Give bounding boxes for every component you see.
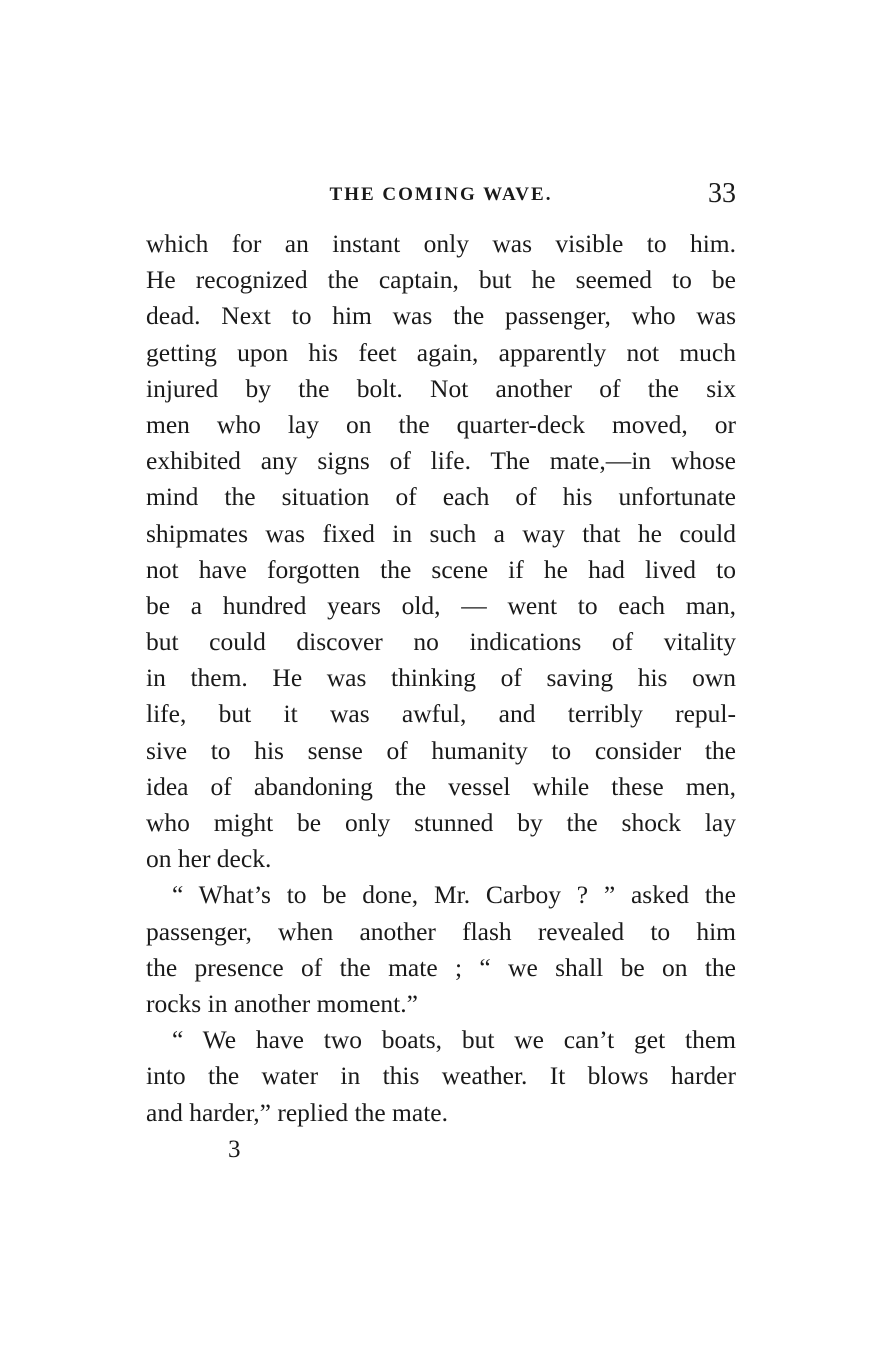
text-line: passenger, when another flash revealed to him: [146, 916, 736, 946]
text-line: into the water in this weather. It blows harder: [146, 1061, 736, 1091]
text-line: shipmates was fixed in such a way that he could: [146, 518, 736, 548]
text-line: injured by the bolt. Not another of the six: [146, 373, 736, 403]
text-line: life, but it was awful, and terribly repul-: [146, 699, 736, 729]
text-line: rocks in another moment.”: [146, 988, 418, 1018]
text-line: and harder,” replied the mate.: [146, 1097, 448, 1127]
text-line: on her deck.: [146, 844, 272, 874]
text-line: “ We have two boats, but we can’t get them: [172, 1025, 736, 1055]
text-line: which for an instant only was visible to him.: [146, 229, 736, 258]
running-title: THE COMING WAVE.: [329, 184, 553, 205]
text-line: but could discover no indications of vitality: [146, 627, 736, 657]
body-text: [146, 226, 736, 1131]
text-line: not have forgotten the scene if he had lived to: [146, 554, 736, 584]
text-line: “ What’s to be done, Mr. Carboy ? ” asked the: [172, 880, 736, 910]
text-line: exhibited any signs of life. The mate,—in whose: [146, 446, 736, 476]
text-line: getting upon his feet again, apparently not much: [146, 337, 736, 367]
text-line: idea of abandoning the vessel while these men,: [146, 771, 736, 801]
text-line: mind the situation of each of his unfortunate: [146, 482, 736, 512]
page-number: 33: [708, 178, 736, 209]
text-line: dead. Next to him was the passenger, who was: [146, 301, 736, 331]
text-line: the presence of the mate ; “ we shall be on the: [146, 952, 736, 982]
text-line: sive to his sense of humanity to consider the: [146, 735, 736, 765]
text-line: men who lay on the quarter-deck moved, or: [146, 409, 736, 439]
running-head: [146, 178, 736, 214]
signature-mark: 3: [228, 1136, 241, 1163]
text-line: He recognized the captain, but he seemed to be: [146, 265, 736, 295]
text-line: be a hundred years old, — went to each man,: [146, 590, 736, 620]
text-line: who might be only stunned by the shock lay: [146, 808, 736, 837]
text-line: in them. He was thinking of saving his own: [146, 663, 736, 693]
